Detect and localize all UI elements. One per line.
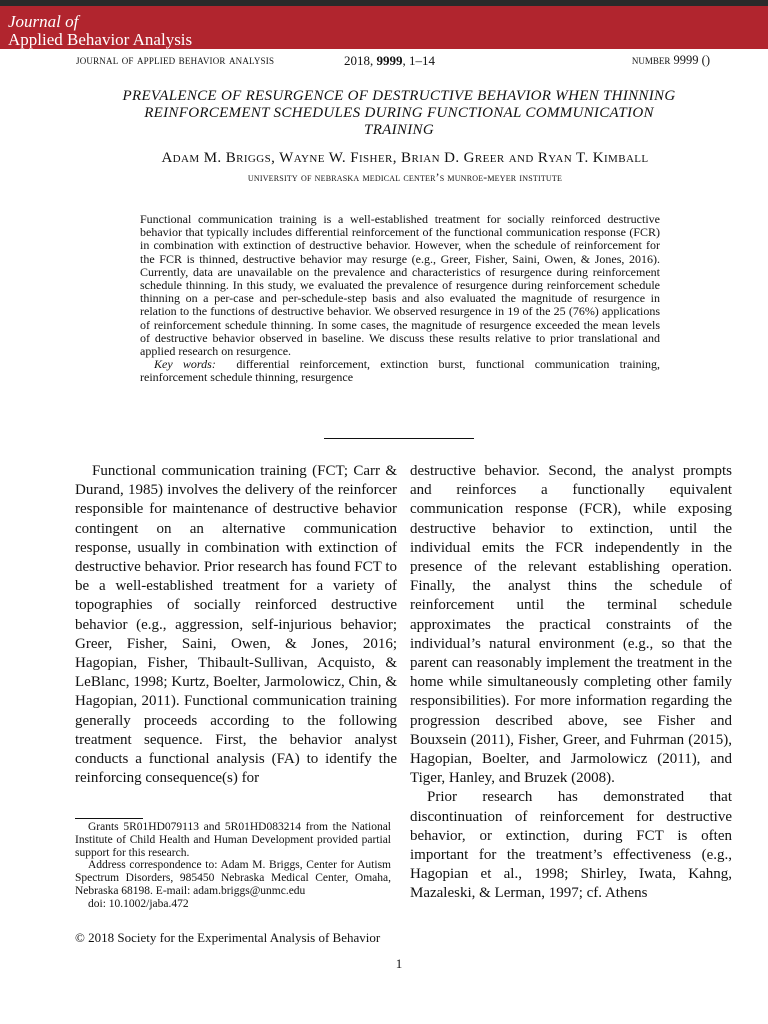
journal-banner — [0, 6, 768, 49]
citation-pages: , 1–14 — [402, 53, 435, 68]
citation-volume: 9999 — [376, 53, 403, 68]
footnote-grants: Grants 5R01HD079113 and 5R01HD083214 from the National Institute of Child Health and Human Development provided partial support for this research. — [75, 821, 391, 859]
keywords-text: differential reinforcement, extinction burst, functional communication training, reinforcement schedule thinning, resurgence — [140, 357, 660, 385]
abstract-text: Functional communication training is a well-established treatment for socially reinforced destructive behavior that typically includes differential reinforcement of the functional communication response (FCR) in combination with extinction of destructive behavior. However, when the schedule of reinforcement for the FCR is thinned, destructive behavior may resurge (e.g., Greer, Fisher, Saini, Owen, & Jones, 2016). Currently, data are unavailable on the prevalence and characteristics of resurgence during reinforcement schedule thinning. In this study, we evaluated the prevalence of resurgence during reinforcement schedule thinning on a per-case and per-schedule-step basis and also evaluated the magnitude of resurgence in relation to the functions of destructive behavior. We observed resurgence in 19 of the 25 (76%) applications of reinforcement schedule thinning. In some cases, the magnitude of resurgence exceeded the mean levels of destructive behavior observed in baseline. We discuss these results relative to prior translational and applied research on resurgence. — [140, 212, 660, 359]
affiliation: university of nebraska medical center’s munroe-meyer institute — [247, 172, 563, 184]
logo-line-1: Journal of — [8, 12, 79, 31]
body-paragraph: Functional communication training (FCT; Carr & Durand, 1985) involves the delivery of the reinforcer responsible for maintenance of destructive behavior contingent on an alternative communication response, usually in combination with extinction of destructive behavior. Prior research has found FCT to be a well-established treatment for a variety of topographies of socially reinforced destructive behavior (e.g., aggression, self-injurious behavior; Greer, Fisher, Saini, Owen, & Jones, 2016; Hagopian, Fisher, Thibault-Sullivan, Acquisto, & LeBlanc, 1998; Kurtz, Boelter, Jarmolowicz, Chin, & Hagopian, 2011). Functional communication training generally proceeds according to the following treatment sequence. First, the behavior analyst conducts a functional analysis (FA) to identify the reinforcing consequence(s) for — [75, 463, 397, 787]
body-column-right — [410, 462, 732, 904]
author-list: Adam M. Briggs, Wayne W. Fisher, Brian D. Greer and Ryan T. Kimball — [161, 150, 649, 166]
article-title: PREVALENCE OF RESURGENCE OF DESTRUCTIVE BEHAVIOR WHEN THINNING REINFORCEMENT SCHEDULES DURING FUNCTIONAL COMMUNICATION TRAINING — [122, 88, 676, 138]
body-paragraph: Prior research has demonstrated that discontinuation of reinforcement for destructive behavior, or extinction, during FCT is often important for the treatment’s effectiveness (e.g., Hagopian et al., 1998; Shirley, Iwata, Kahng, Mazaleski, & Lerman, 1997; cf. Athens — [410, 789, 732, 902]
copyright-notice: © 2018 Society for the Experimental Analysis of Behavior — [75, 930, 381, 945]
footnote-doi[interactable]: doi: 10.1002/jaba.472 — [88, 897, 189, 910]
keywords — [140, 358, 660, 384]
footnote-address: Address correspondence to: Adam M. Briggs, Center for Autism Spectrum Disorders, 985450 Nebraska Medical Center, Omaha, Nebraska 68198. E-mail: adam.briggs@unmc.edu — [75, 859, 391, 897]
section-divider — [324, 438, 474, 439]
running-head-journal: journal of applied behavior analysis — [76, 53, 275, 67]
keywords-label: Key words: — [154, 357, 216, 372]
running-head-citation — [344, 53, 435, 69]
body-paragraph: destructive behavior. Second, the analyst prompts and reinforces a functionally equivalent communication response (FCR), while exposing destructive behavior to extinction, until the individual emits the FCR independently in the presence of the relevant establishing operation. Finally, the analyst thins the schedule of reinforcement until the terminal schedule approximates the practical constraints of the individual’s natural environment (e.g., so that the parent can reasonably implement the treatment in the home while simultaneously completing other family responsibilities). For more information regarding the progression described above, see Fisher and Bouxsein (2011), Fisher, Greer, and Fuhrman (2015), Hagopian, Boelter, and Jarmolowicz (2011), and Tiger, Hanley, and Bruzek (2008). — [410, 463, 732, 787]
body-column-left — [75, 462, 397, 788]
journal-logo[interactable] — [8, 13, 192, 48]
page-number: 1 — [395, 956, 403, 971]
running-head-number: number 9999 () — [631, 53, 710, 67]
footnotes — [75, 821, 391, 911]
logo-line-2: Applied Behavior Analysis — [8, 30, 193, 49]
abstract — [140, 213, 660, 385]
citation-year: 2018, — [344, 53, 377, 68]
running-head — [0, 53, 768, 69]
footnote-rule — [75, 818, 143, 819]
